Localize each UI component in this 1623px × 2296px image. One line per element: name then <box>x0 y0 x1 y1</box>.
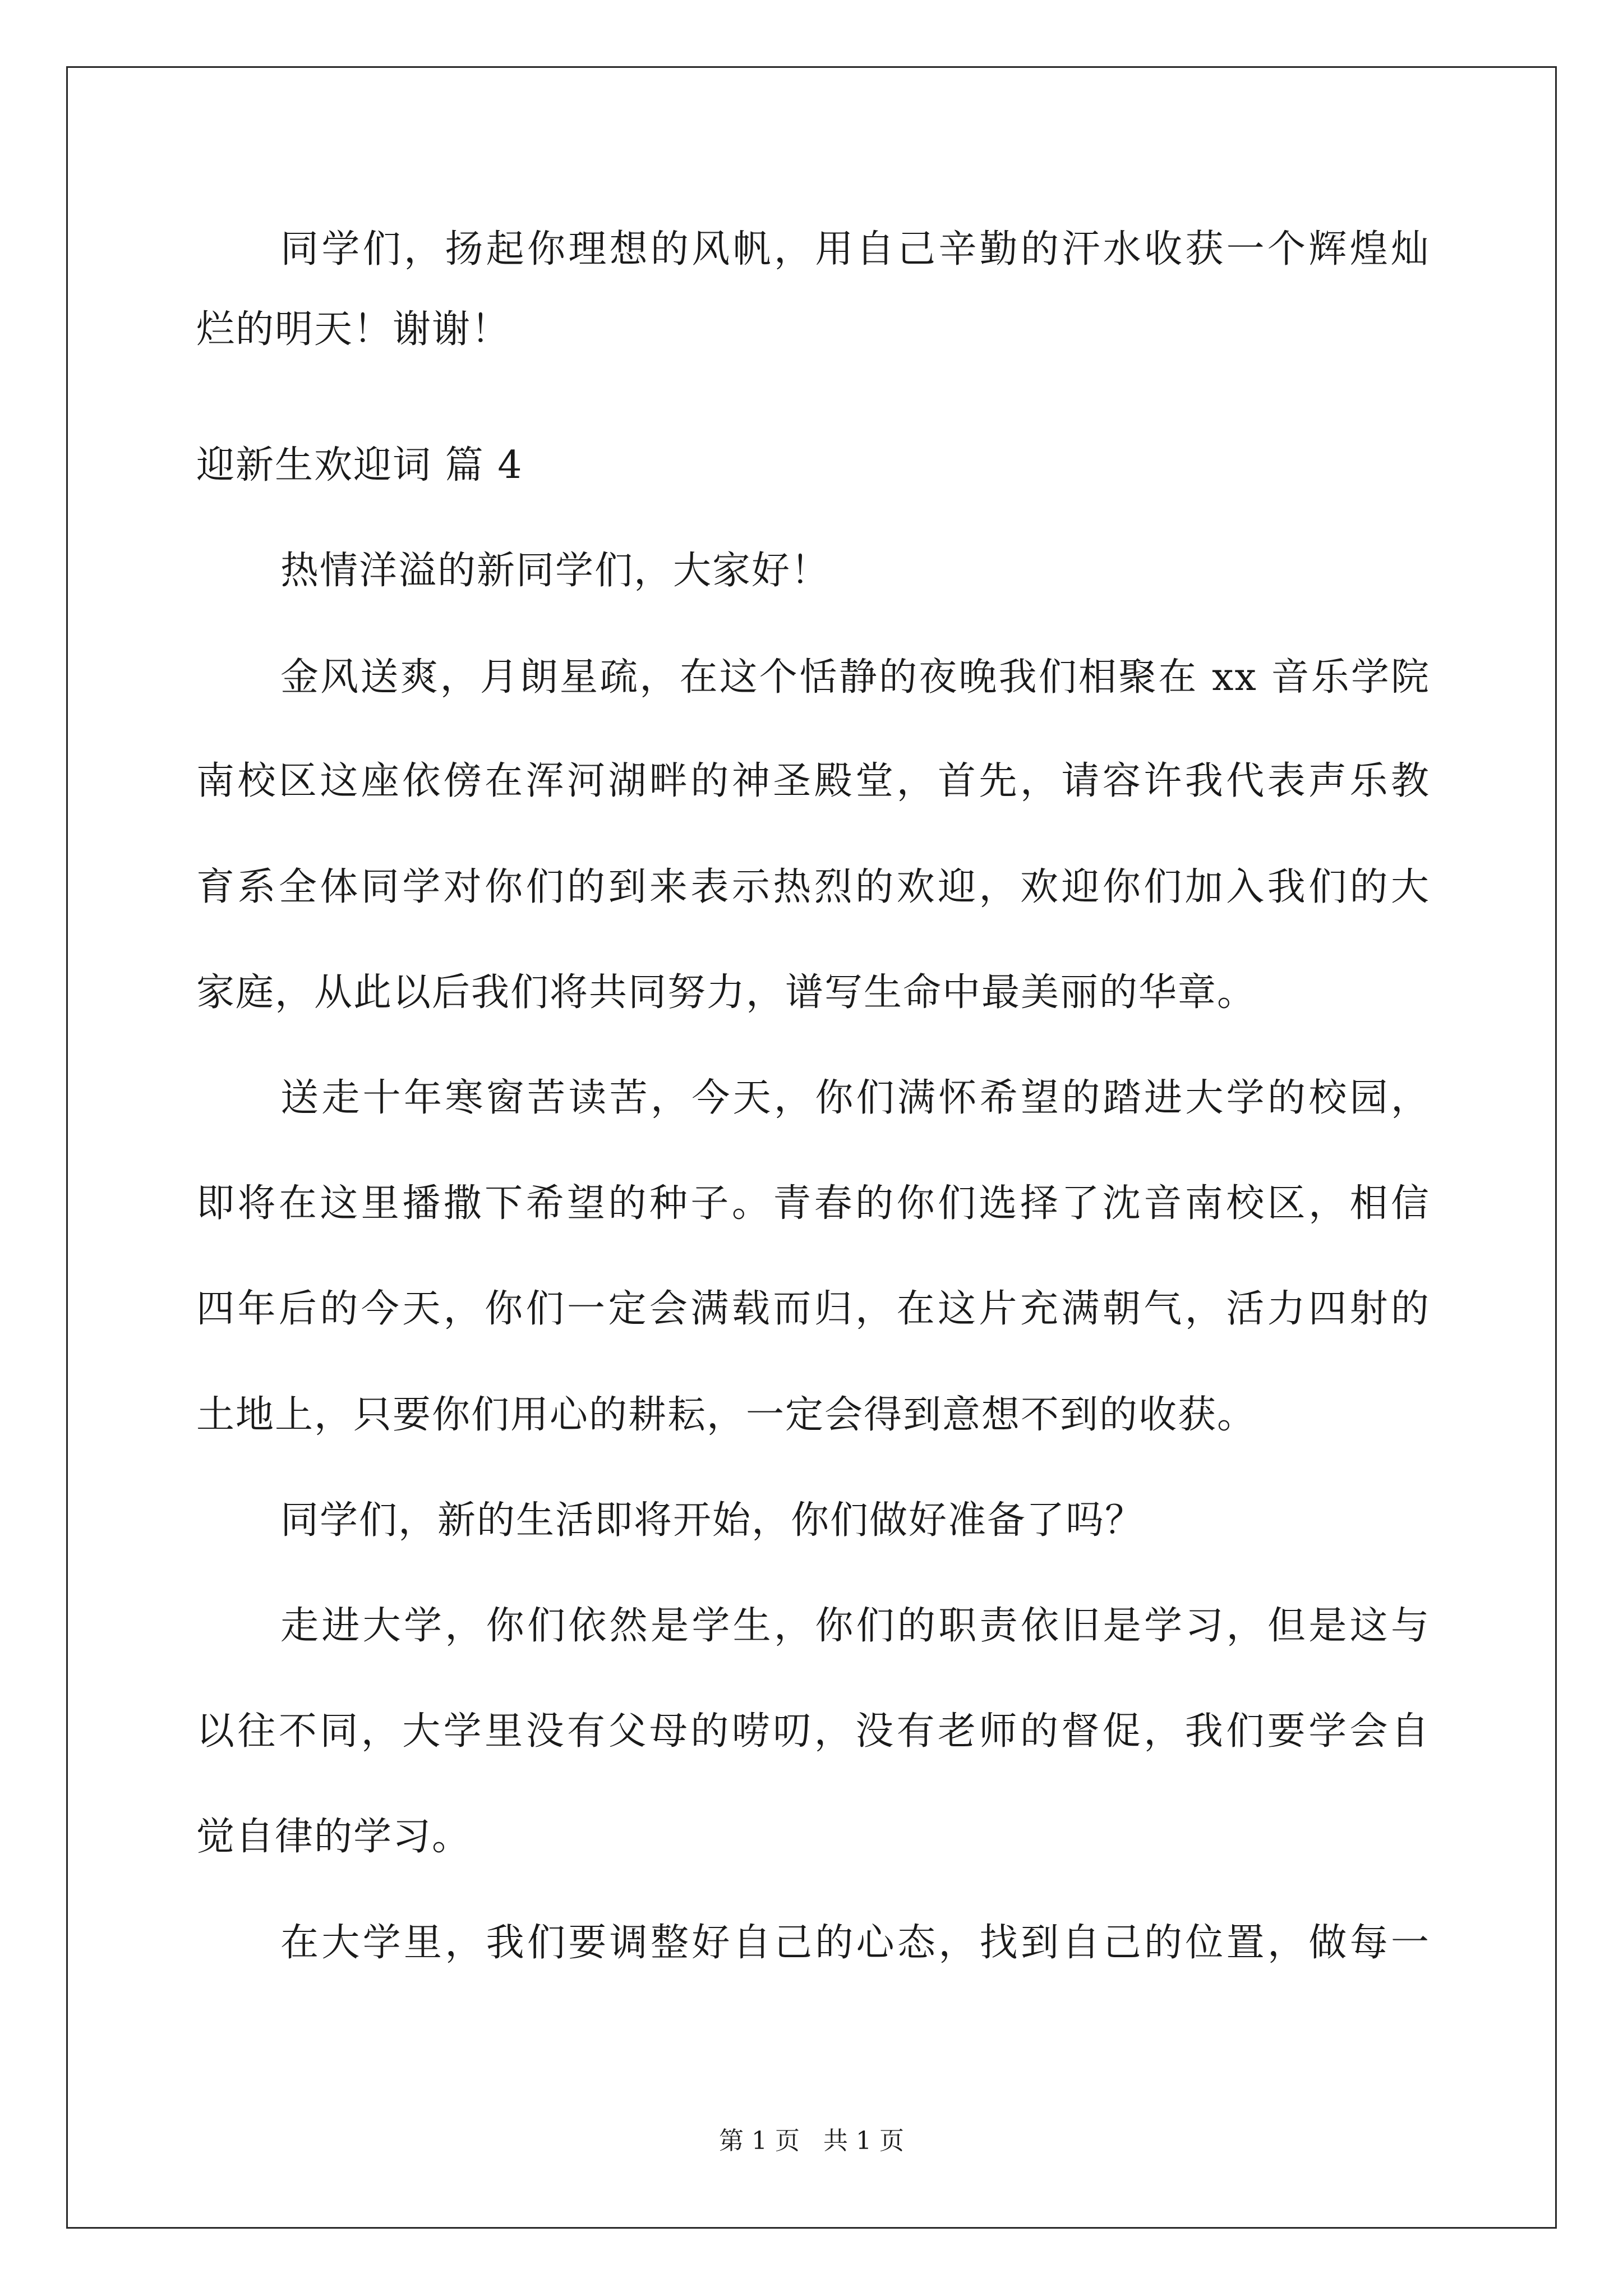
paragraph-line: 金风送爽，月朗星疏，在这个恬静的夜晚我们相聚在 xx 音乐学院 <box>280 655 1430 700</box>
page-border <box>66 66 1557 2229</box>
paragraph-line: 走进大学，你们依然是学生，你们的职责依旧是学习，但是这与 <box>280 1604 1430 1648</box>
paragraph-line: 育系全体同学对你们的到来表示热烈的欢迎，欢迎你们加入我们的大 <box>196 865 1430 909</box>
paragraph-line: 热情洋溢的新同学们，大家好！ <box>280 549 831 593</box>
paragraph-line: 同学们，扬起你理想的风帆，用自己辛勤的汗水收获一个辉煌灿 <box>280 227 1430 272</box>
paragraph-line: 烂的明天！谢谢！ <box>196 307 511 352</box>
paragraph-line: 送走十年寒窗苦读苦，今天，你们满怀希望的踏进大学的校园， <box>280 1076 1430 1120</box>
paragraph-line: 在大学里，我们要调整好自己的心态，找到自己的位置，做每一 <box>280 1921 1430 1965</box>
paragraph-line: 以往不同，大学里没有父母的唠叨，没有老师的督促，我们要学会自 <box>196 1709 1430 1754</box>
paragraph-line: 同学们，新的生活即将开始，你们做好准备了吗？ <box>280 1498 1145 1543</box>
page-footer <box>0 2126 1623 2156</box>
paragraph-line: 南校区这座依傍在浑河湖畔的神圣殿堂，首先，请容许我代表声乐教 <box>196 759 1430 803</box>
paragraph-line: 四年后的今天，你们一定会满载而归，在这片充满朝气，活力四射的 <box>196 1287 1430 1331</box>
page-number: 第 1 页 <box>719 2127 800 2155</box>
paragraph-line: 觉自律的学习。 <box>196 1815 472 1859</box>
paragraph-line: 土地上，只要你们用心的耕耘，一定会得到意想不到的收获。 <box>196 1393 1257 1437</box>
page-total: 共 1 页 <box>823 2127 904 2155</box>
paragraph-line: 即将在这里播撒下希望的种子。青春的你们选择了沈音南校区，相信 <box>196 1181 1430 1226</box>
paragraph-line: 家庭，从此以后我们将共同努力，谱写生命中最美丽的华章。 <box>196 970 1257 1015</box>
section-heading: 迎新生欢迎词 篇 4 <box>196 443 523 487</box>
